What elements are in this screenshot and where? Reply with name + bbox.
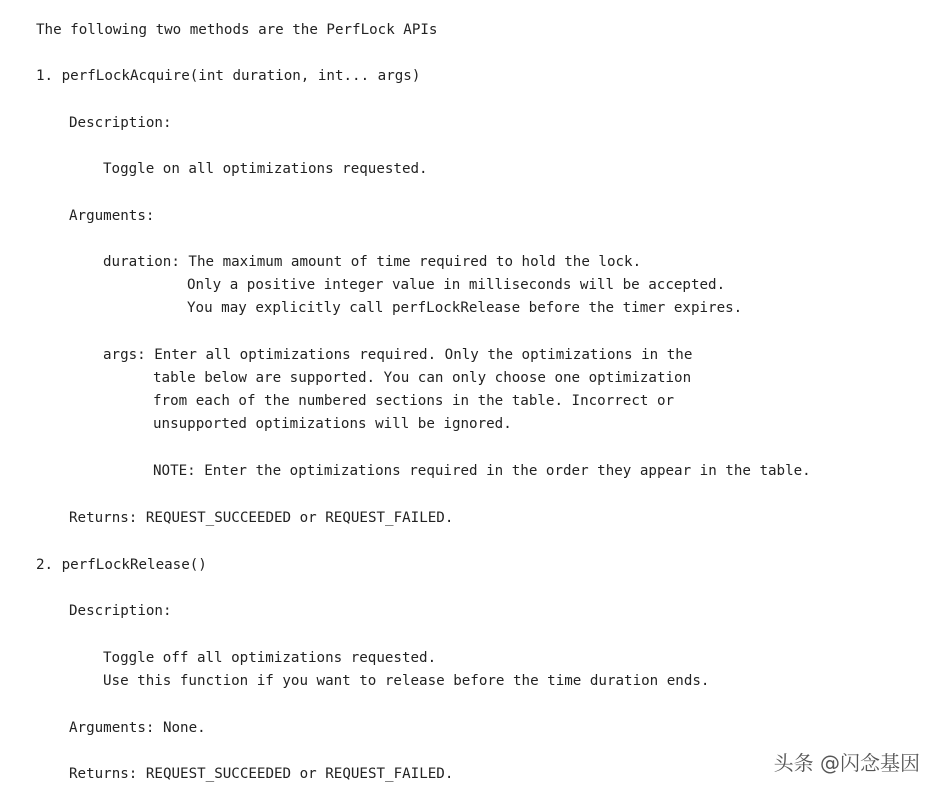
args-arg-line4: unsupported optimizations will be ignored. <box>153 416 512 432</box>
duration-arg-line2: Only a positive integer value in milliseconds will be accepted. <box>187 277 726 293</box>
method1-returns: Returns: REQUEST_SUCCEEDED or REQUEST_FAILED. <box>69 510 454 526</box>
method2-signature: 2. perfLockRelease() <box>36 557 207 573</box>
method1-description-heading: Description: <box>69 115 172 131</box>
method2-description-line2: Use this function if you want to release before the time duration ends. <box>103 673 710 689</box>
args-arg-line2: table below are supported. You can only choose one optimization <box>153 370 692 386</box>
method1-description: Toggle on all optimizations requested. <box>103 161 428 177</box>
intro-text: The following two methods are the PerfLock APIs <box>36 22 438 38</box>
method2-description-heading: Description: <box>69 603 172 619</box>
args-arg-line3: from each of the numbered sections in the table. Incorrect or <box>153 393 675 409</box>
args-arg-line1: args: Enter all optimizations required. Only the optimizations in the <box>103 347 693 363</box>
method2-arguments: Arguments: None. <box>69 720 206 736</box>
watermark: 头条 @闪念基因 <box>773 751 920 775</box>
duration-arg-line3: You may explicitly call perfLockRelease before the timer expires. <box>187 300 743 316</box>
method2-returns: Returns: REQUEST_SUCCEEDED or REQUEST_FAILED. <box>69 766 454 782</box>
method2-description-line1: Toggle off all optimizations requested. <box>103 650 437 666</box>
args-note: NOTE: Enter the optimizations required in the order they appear in the table. <box>153 463 811 479</box>
method1-arguments-heading: Arguments: <box>69 208 155 224</box>
method1-signature: 1. perfLockAcquire(int duration, int... args) <box>36 68 421 84</box>
duration-arg-line1: duration: The maximum amount of time required to hold the lock. <box>103 254 642 270</box>
